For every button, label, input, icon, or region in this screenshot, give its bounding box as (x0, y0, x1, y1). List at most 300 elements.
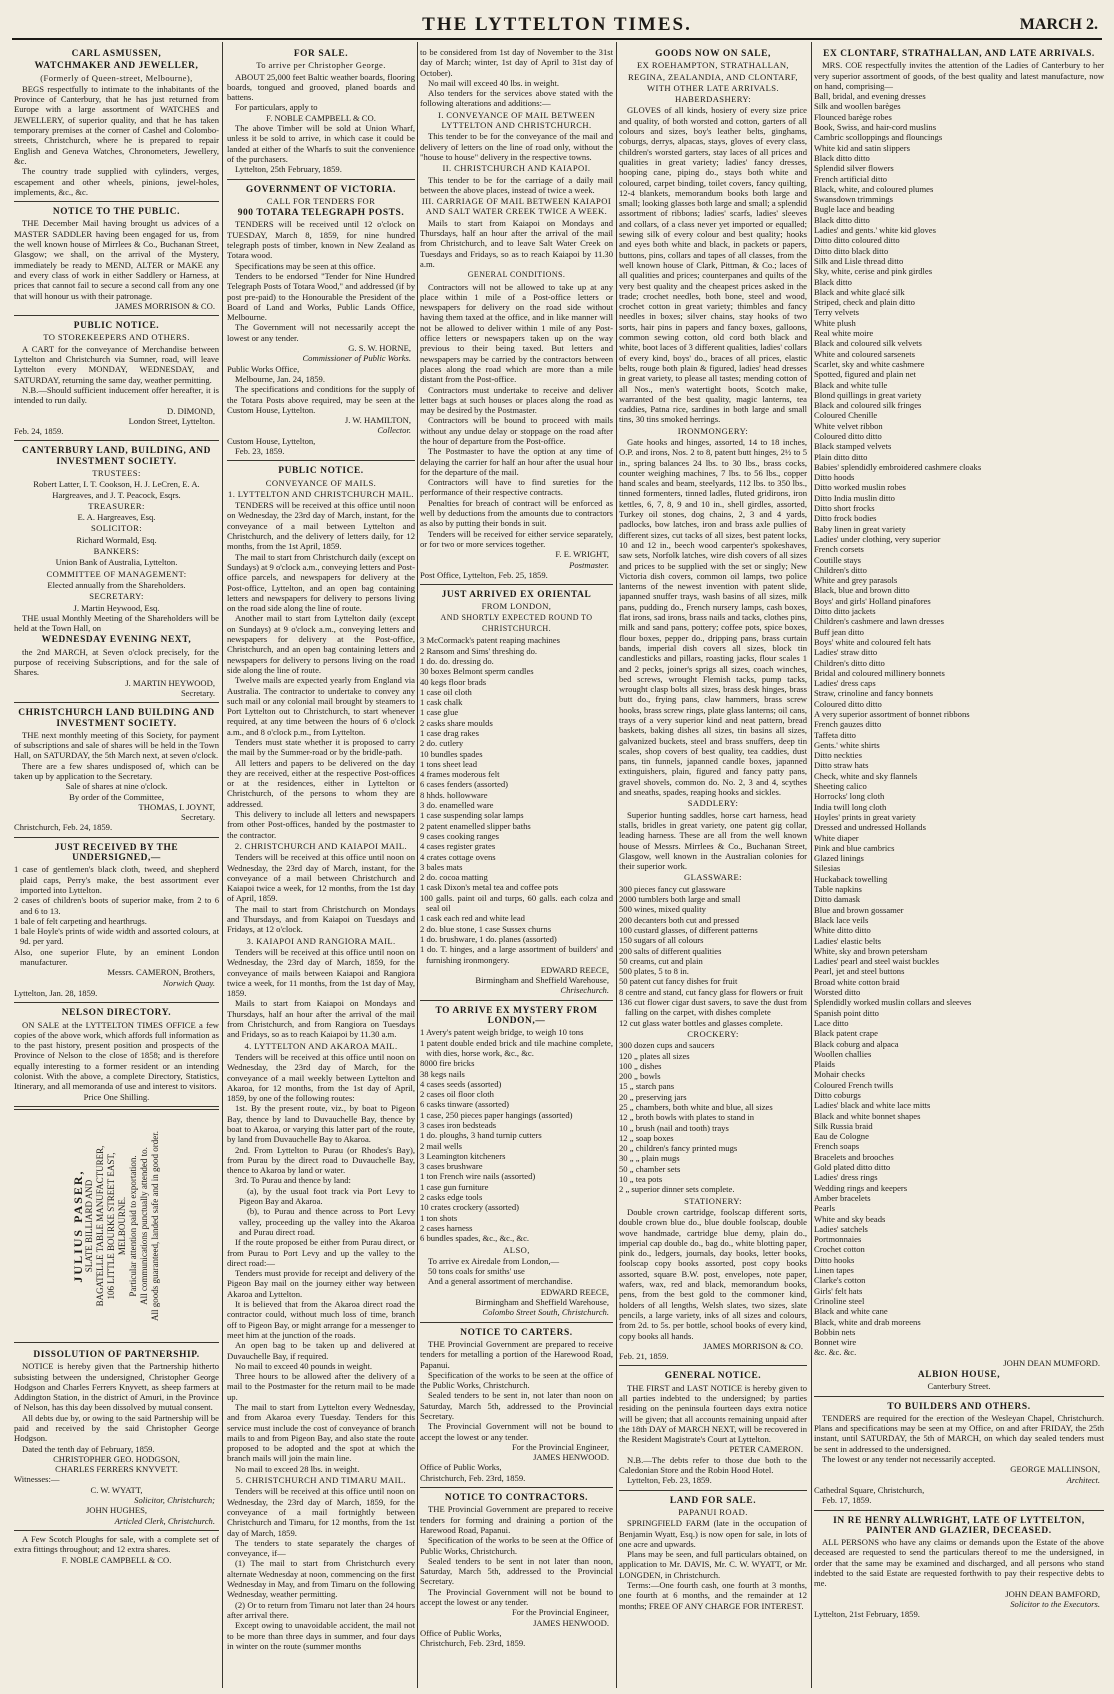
section-heading: I. CONVEYANCE OF MAIL BETWEEN LYTTELTON AND CHRISTCHURCH. (437, 109, 596, 131)
list-item: 40 kegs floor brads (420, 676, 487, 687)
list-item: Lace ditto (814, 1017, 849, 1028)
list-item: White and sky beads (814, 1213, 886, 1224)
list-item: 1 do. do. dressing do. (420, 655, 494, 666)
list-item: Ladies' dress caps (814, 678, 876, 689)
list-item: 200 salts of different qualities (619, 945, 722, 956)
advert-heading: NOTICE TO THE PUBLIC. (52, 207, 181, 218)
advert-signature: Collector. (377, 425, 411, 436)
advert-body: Tenders must state whether it is proposed to carry the mail by the Summer-road or by the bridle-path. (227, 737, 415, 758)
advert-subheading: To arrive per Christopher George. (256, 60, 386, 71)
advert-heading: DISSOLUTION OF PARTNERSHIP. (33, 1349, 200, 1360)
advert-body: THE usual Monthly Meeting of the Shareholders will be held at the Town Hall, on (14, 612, 219, 634)
list-item: 1 bale of felt carpeting and hearthrugs. (14, 915, 147, 926)
list-item: 12 cut glass water bottles and glasses complete. (619, 1017, 783, 1028)
list-item: Silk and woollen barèges (814, 101, 901, 112)
advert-subheading: (Formerly of Queen-street, Melbourne), (40, 72, 193, 83)
section-heading: GENERAL CONDITIONS. (467, 270, 566, 280)
advert-body: No mail will exceed 40 lbs. in weight. (428, 77, 560, 88)
masthead (12, 4, 1102, 40)
advert-subheading: CONVEYANCE OF MAILS. (265, 477, 377, 488)
advert-body: Twelve mails are expected yearly from England via Australia. The contractor to undertake to convey any such mail or any colonial mail brought by steamers to Port Lyttelton out to Christchurch, to start whenever required, at any time between the hours of 6 o'clock a.m., and 8 o'clock p.m., from Lyttelton. (227, 675, 415, 737)
list-item: Real white moire (814, 328, 874, 339)
advert-date: Lyttelton, 21st February, 1859. (814, 1609, 920, 1620)
advert-body: The Provincial Government will not be bound to accept the lowest or any tender. (420, 1421, 613, 1442)
list-item: 2 do. cutlery (420, 738, 464, 749)
crockery-list (619, 1040, 807, 1194)
advert-body: To arrive ex Airedale from London,— (428, 1255, 560, 1266)
list-item: Black patent crape (814, 1028, 878, 1039)
advert-place: Custom House, Lyttelton, (227, 435, 316, 446)
list-item: 50 creams, cut and plain (619, 955, 703, 966)
advert-body: N.B.—The debts refer to those due both to the Caledonian Store and the Robin Hood Hotel. (619, 1454, 807, 1476)
list-item: Terry velvets (814, 307, 859, 318)
list-item: Baby linen in great variety (814, 523, 906, 534)
advert-signature: Norwich Quay. (162, 977, 215, 988)
advert-signature: JAMES HENWOOD. (533, 1452, 609, 1463)
advert-signature: For the Provincial Engineer, (511, 1441, 609, 1452)
list-item: Children's ditto ditto (814, 657, 885, 668)
advert-body: Except owing to unavoidable accident, the mail not to be more than three days in summer, and four days in winter on the route (summer months (227, 1620, 415, 1651)
advert-goods-on-sale (619, 44, 807, 1366)
list-item: 2 Ransom and Sims' threshing do. (420, 645, 538, 656)
list-item: Spotted, figured and plain net (814, 369, 916, 380)
advert-body: Also tenders for the services above stated with the following alterations and additions:— (420, 88, 613, 109)
list-item: French corsets (814, 544, 864, 555)
list-item: Cambric scolloppings and flouncings (814, 132, 943, 143)
advert-body: Gate hooks and hinges, assorted, 14 to 18 inches, O.P. and irons, Nos. 2 to 8, patent butt hinges, 2½ to 5 in., spring balances 24 lbs. to 30 lbs., brass cocks, counter weighing machines, 7 lbs. to 56 lbs., copper hand scales and beam, steelyards, 112 lbs. to 350 lbs., tinned formenters, tinned ladles, fluted gridirons, iron kettles, 6, 7, 8, 9 and 10 in., shell girdles, assorted, Turkey oil stones, dog chains, 2, 3 and 4 yards, padlocks, bow latches, iron and brass axle pullies of different sizes, cut tacks of all sizes, best patent locks, 10 and 12 in., beech wood carpenter's spokeshaves, saw sets, Norfolk latches, wire dish covers of all sizes and prices to be supplied with the set or singly; New Victoria dish covers, common oil lamps, two police lanterns of the newest invention with patent slide, japanned snuffer trays, wash basins of all sizes, milk pans, pudding do., French nursery lamps, cash boxes, flat irons, sad irons, brass nails and tacks, clothes pins, milk and sand pans, pottery; coffee pots, spice boxes, flour boxes, pepper do., dripping pans, brass curtain bands, imperial dish covers all sizes, block tin candlesticks and pillars, roasting jacks, flour scales 1 and 2 pecks, joiner's sprigs all sizes, coach winches, bed screws, wrought Flemish tacks, pump tacks, wrought clasp bolts all sizes, brass desk hinges, brass butt do., frying pans, claw hammers, brass screw hooks, brass screw rings, plate glass lanterns; oil cans, trays of a very superior kind and neat pattern, bread baskets, baking dishes all sizes, tin basins all sizes, galvanized buckets, steel and brass snuffers, deep tin scales, shop covers of best quality, tea caddies, dust pans, tin funnels, japanned candle boxes, japanned extinguishers, plain, figured and fancy patty pans, gravel shovels, common do. No. 2, 3 and 4, scythes and sneaths, spades, reaping hooks and sickles. (619, 436, 807, 798)
advert-nelson-directory (14, 1003, 219, 1107)
list-item: Straw, crinoline and fancy bonnets (814, 688, 934, 699)
list-item: 20 „ children's fancy printed mugs (619, 1143, 738, 1154)
list-item: Coloured ditto ditto (814, 430, 882, 441)
list-item: Buff jean ditto (814, 626, 864, 637)
advert-body: There are a few shares undisposed of, which can be taken up by application to the Secretary. (14, 760, 219, 781)
list-item: 4 crates cottage ovens (420, 851, 496, 862)
advert-land-for-sale (619, 1491, 807, 1615)
advert-asmussen (14, 44, 219, 202)
list-item: 38 kegs nails (420, 1068, 465, 1079)
advert-signature: Messrs. CAMERON, Brothers, (107, 967, 215, 978)
advert-signature: J. MARTIN HEYWOOD, (125, 677, 215, 688)
list-item: White plush (814, 317, 856, 328)
list-item: 2 do. cocoa matting (420, 872, 488, 883)
list-item: 1 case glue (420, 707, 459, 718)
advert-heading: GENERAL NOTICE. (664, 1371, 762, 1382)
advert-body: 2nd. From Lyttelton to Purau (or Rhodes's Bay), from Purau by the direct road to Duvauchelle Bay, thence to Akaroa by land or water. (227, 1144, 415, 1176)
advert-body: If the route proposed be either from Purau direct, or from Purau to Port Levy and up the valley to the direct road:— (227, 1237, 415, 1268)
list-item: Ditto ditto black ditto (814, 245, 889, 256)
advert-date: Feb. 21, 1859. (619, 1351, 669, 1362)
list-item: Spanish point ditto (814, 1007, 879, 1018)
advert-date: Feb. 23, 1859. (235, 445, 285, 456)
list-item: Portmonnaies (814, 1234, 862, 1245)
list-item: White and grey parasols (814, 575, 898, 586)
advert-notice-to-contractors (420, 1488, 613, 1652)
advert-just-received (14, 838, 219, 1003)
advert-signature: Birmingham and Sheffield Warehouse, (475, 1297, 609, 1308)
list-item: Crochet cotton (814, 1244, 865, 1255)
list-item: Ladies' elastic belts (814, 935, 881, 946)
advert-signature: Colombo Street South, Christchurch. (482, 1307, 609, 1318)
advert-ploughs (14, 1531, 219, 1569)
advert-albion-house (814, 44, 1104, 1397)
list-item: 100 custard glasses, of different patterns (619, 924, 758, 935)
advert-body: A CART for the conveyance of Merchandise between Lyttelton and Christchurch via Sumner, road, will leave Lyttelton every MONDAY, WEDNESDAY, and SATURDAY, returning the same day, weather permitting. (14, 343, 219, 385)
list-item: 120 „ plates all sizes (619, 1050, 690, 1061)
list-item: 2 cases harness (420, 1222, 473, 1233)
advert-body: Specifications may be seen at this office. (235, 260, 376, 271)
advert-heading: PUBLIC NOTICE. (278, 466, 364, 477)
list-item: Horrocks' long cloth (814, 791, 885, 802)
advert-signature: By order of the Committee, (69, 791, 164, 802)
advert-body: The Government will not necessarily accept the lowest or any tender. (227, 322, 415, 343)
list-item: Broad white cotton braid (814, 976, 900, 987)
advert-date: Christchurch, Feb. 24, 1859. (14, 822, 113, 833)
list-item: Hoyles' prints in great variety (814, 811, 916, 822)
list-item: 15 „ starch pans (619, 1081, 675, 1092)
advert-body: Sale of shares at nine o'clock. (65, 781, 168, 792)
advert-heading: TO ARRIVE EX MYSTERY FROM LONDON,— (435, 1005, 598, 1027)
list-item: 2 casks share moulds (420, 717, 493, 728)
advert-signature: EDWARD REECE, (540, 964, 609, 975)
advert-body: Tenders will be received at this office until noon on Wednesday, the 23rd day of March, 1859, for the conveyance of mails between Kaiapoi and Rangiora twice a week, for 11 months, from the 1st day of May, 1859. (227, 946, 415, 999)
list-item: 100 galls. paint oil and turps, 60 galls. each colza and seal oil (420, 892, 613, 914)
list-item: Ball, bridal, and evening dresses (814, 91, 926, 102)
list-item: Ditto ditto jackets (814, 606, 876, 617)
list-item: Babies' splendidly embroidered cashmere cloaks (814, 461, 982, 472)
advert-signature: JAMES MORRISON & CO. (703, 1340, 803, 1351)
list-item: White, sky and brown petersham (814, 945, 928, 956)
list-item: Worsted ditto (814, 987, 861, 998)
advert-label: TREASURER: (88, 500, 145, 511)
advert-signature: London Street, Lyttelton. (128, 415, 215, 426)
advert-body: Mails to start from Kaiapoi on Mondays and Thursdays, half an hour after the arrival of the mail from Christchurch, and from Rangiora on Tuesdays and Fridays, so as to reach Kaiapoi by 11.30 a.m. (227, 998, 415, 1040)
advert-body: The specifications and conditions for the supply of the Totara Posts above required, may be seen at the Custom House, Lyttelton. (227, 384, 415, 415)
advert-text: Robert Latter, I. T. Cookson, H. J. LeCren, E. A. Hargreaves, and J. T. Peacock, Esqrs. (33, 479, 200, 500)
advert-body: Contractors will be bound to proceed with mails without any undue delay or stoppage on the road after the hour of departure from the Post-office. (420, 415, 613, 446)
list-item: Dressed and undressed Hollands (814, 822, 926, 833)
list-item: 200 decanters both cut and pressed (619, 914, 740, 925)
advert-victoria-tenders (227, 180, 415, 462)
list-item: Silesias (814, 863, 841, 874)
goods-list (814, 91, 1104, 1358)
list-item: Black ditto (814, 276, 852, 287)
list-item: Black and coloured silk velvets (814, 338, 922, 349)
list-item: White ditto ditto (814, 925, 871, 936)
advert-signature: JOHN DEAN MUMFORD. (1003, 1357, 1100, 1368)
advert-body: THE FIRST and LAST NOTICE is hereby given to all parties indebted to the undersigned; by parties residing on the peninsula fourteen days extra notice will be given; that all accounts remaining unpaid after the 18th DAY of MARCH NEXT, will be recovered in the Resident Magistrate's Court at Lyttelton. (619, 1382, 807, 1445)
section-heading: 3. KAIAPOI AND RANGIORA MAIL. (246, 935, 396, 946)
list-item: 2000 tumblers both large and small (619, 894, 741, 905)
list-item: Coloured ditto ditto (814, 698, 882, 709)
advert-builders (814, 1397, 1104, 1511)
advert-ex-oriental (420, 585, 613, 1001)
list-item: Table napkins (814, 884, 862, 895)
advert-body: Tenders will be received for either service separately, or for two or more services together. (420, 528, 613, 549)
list-item: Girls' felt hats (814, 1285, 863, 1296)
advert-heading: GOODS NOW ON SALE, (655, 49, 771, 59)
advert-body: This delivery to include all letters and newspapers from other Post-offices, handed by the postmaster to the contractor. (227, 809, 415, 840)
goods-list (420, 1027, 613, 1243)
list-item: 8000 fire bricks (420, 1058, 475, 1069)
list-item: Scarlet, sky and white cashmere (814, 358, 925, 369)
list-item: French soaps (814, 1141, 860, 1152)
list-item: 1 cask Dixon's metal tea and coffee pots (420, 882, 559, 893)
list-item: Black and white tulle (814, 379, 888, 390)
advert-signature: JOHN DEAN BAMFORD, (1005, 1588, 1100, 1599)
list-item: Ladies' satchels (814, 1223, 868, 1234)
advert-heading: CHRISTCHURCH LAND BUILDING AND INVESTMENT SOCIETY. (18, 708, 215, 729)
list-item: 12 „ broth bowls with plates to stand in (619, 1112, 755, 1123)
advert-subheading: ALSO, (503, 1244, 530, 1255)
section-heading: SADDLERY: (687, 798, 739, 809)
section-heading: CROCKERY: (687, 1028, 739, 1039)
glassware-list (619, 884, 807, 1028)
advert-place: Office of Public Works, (420, 1462, 502, 1473)
list-item: 12 „ soap boxes (619, 1132, 674, 1143)
advert-body: ON SALE at the LYTTELTON TIMES OFFICE a few copies of the above work, which affords full information as to the past history, present position and prospects of the Province of Nelson to the close of 1858; and is therefore equally interesting to a former resident or an intending colonist. With the above, a complete Directory, Statistics, Itinerary, and all memoranda of use and interest to visitors. (14, 1019, 219, 1092)
list-item: Black, blue and brown ditto (814, 585, 910, 596)
column-1 (14, 44, 219, 1686)
advert-ex-mystery (420, 1001, 613, 1323)
list-item: 4 cases register grates (420, 841, 496, 852)
advert-body: Tenders will be received at this office until noon on Wednesday, the 23rd day of March, instant, for the conveyance of a mail between Christchurch and Kaiapoi twice a week, for 12 months, from the 1st day of April, 1859. (227, 852, 415, 904)
advert-heading: JUST ARRIVED EX ORIENTAL (441, 590, 592, 601)
advert-body: Tenders must provide for receipt and delivery of the Pigeon Bay mail on the journey either way between Akaroa and Lyttelton. (227, 1268, 415, 1299)
advert-body: N.B.—Should sufficient inducement offer hereafter, it is intended to run daily. (14, 384, 219, 406)
advert-signature: CHARLES FERRERS KNYVETT. (55, 1464, 178, 1475)
list-item: 50 patent cut fancy dishes for fruit (619, 976, 738, 987)
advert-body: Tenders will be received at this office until noon on Wednesday, the 23rd day of March, 1859, for the conveyance of a mail fortnightly between Christchurch and Timaru, for 12 months, from the 1st day of March, 1859. (227, 1486, 415, 1538)
list-item: Crinoline steel (814, 1295, 865, 1306)
advert-subheading: FROM LONDON, (481, 601, 552, 612)
list-item: Striped, check and plain ditto (814, 297, 915, 308)
list-item: Swansdown trimmings (814, 194, 894, 205)
advert-signature: For the Provincial Engineer, (511, 1607, 609, 1618)
list-item: Black ditto ditto (814, 152, 870, 163)
advert-label: COMMITTEE OF MANAGEMENT: (46, 568, 187, 579)
advert-body: ALL PERSONS who have any claims or demands upon the Estate of the above deceased are requested to send the particulars thereof to me the undersigned, in order that the same may be examined and discharged, and all persons who stand indebted to the said Estate are requested forthwith to pay their respective debts to me. (814, 1537, 1104, 1589)
list-item: 1 case drag rakes (420, 728, 479, 738)
advert-subheading: CALL FOR TENDERS FOR (266, 195, 376, 206)
list-item: 1 case gun furniture (420, 1181, 489, 1192)
advert-line: All goods guaranteed, landed safe and in good order. (149, 1130, 160, 1321)
advert-christchurch-society (14, 703, 219, 838)
advert-place: Public Works Office, (227, 363, 300, 374)
list-item: 1 bale Hoyle's prints of wide width and assorted colours, at 9d. per yard. (14, 926, 219, 947)
advert-body: The mail to start from Christchurch on Mondays and Thursdays, and from Kaiapoi on Tuesdays and Fridays, at 12 o'clock. (227, 903, 415, 935)
advert-heading: JULIUS PASER, (70, 1169, 85, 1283)
list-item: 10 bundles spades (420, 748, 483, 759)
list-item: Bobbin nets (814, 1326, 856, 1337)
list-item: Black and coloured silk fringes (814, 400, 922, 411)
list-item: 1 do. brushware, 1 do. planes (assorted) (420, 933, 557, 944)
advert-line: MELBOURNE. (116, 1196, 127, 1256)
advert-label: TRUSTEES: (92, 467, 141, 478)
list-item: Pearl, jet and steel buttons (814, 966, 905, 977)
advert-subheading: PAPANUI ROAD. (678, 1506, 748, 1517)
advert-body: (2) Or to return from Timaru not later than 24 hours after arrival there. (227, 1599, 415, 1620)
list-item: 8 hhds. hollowware (420, 789, 488, 800)
advert-signature: J. W. HAMILTON, (344, 415, 411, 426)
advert-body: Mails to start from Kaiapoi on Mondays and Thursdays, half an hour after the arrival of the mail from Christchurch, and to leave Salt Water Creek on Tuesdays and Fridays, so as to reach Kaiapoi by 11.30 a.m. (420, 217, 613, 269)
list-item: Black, white and drab moreens (814, 1316, 921, 1327)
list-item: Amber bracelets (814, 1192, 871, 1203)
advert-body: ABOUT 25,000 feet Baltic weather boards, flooring boards, tongued and grooved, planed boards and battens. (227, 71, 415, 103)
advert-signature: Articled Clerk, Christchurch. (114, 1515, 215, 1526)
list-item: Black and white bonnet shapes (814, 1110, 921, 1121)
advert-date: Lyttelton, 25th February, 1859. (235, 164, 342, 175)
list-item: 3 cases iron bedsteads (420, 1119, 497, 1130)
advert-body: Three hours to be allowed after the delivery of a mail to the Postmaster for the return mail to be made up. (227, 1371, 415, 1402)
list-item: Ditto India muslin ditto (814, 492, 895, 503)
list-item: Ditto short frocks (814, 503, 875, 514)
advert-body: MRS. COE respectfully invites the attention of the Ladies of Canterbury to her very superior assortment of goods, of the best quality and latest manufacture, now on hand, comprising— (814, 60, 1104, 91)
list-item: Clarke's cotton (814, 1275, 866, 1286)
advert-dissolution (14, 1345, 219, 1531)
advert-body: SPRINGFIELD FARM (late in the occupation of Benjamin Wyatt, Esq.) is now open for sale, in lots of one acre and upwards. (619, 1518, 807, 1549)
column-rule (222, 42, 223, 1688)
advert-line: Particular attention paid to exportation. (127, 1155, 138, 1297)
list-item: Gold plated ditto ditto (814, 1162, 891, 1173)
list-item: 1 case, 250 pieces paper hangings (assorted) (420, 1109, 573, 1120)
advert-body: Penalties for breach of contract will be enforced as well by deductions from the amounts due to contractors as also by putting their bonds in suit. (420, 497, 613, 529)
advert-storekeepers (14, 316, 219, 441)
list-item: 1 Avery's patent weigh bridge, to weigh 10 tons (420, 1027, 584, 1038)
list-item: Black and white glacé silk (814, 286, 905, 297)
list-item: Mohair checks (814, 1069, 865, 1080)
advert-signature: Architect. (1066, 1474, 1100, 1485)
advert-heading: NOTICE TO CARTERS. (460, 1327, 573, 1338)
advert-body: 1st. By the present route, viz., by boat to Pigeon Bay, thence by land to Duvauchelle Bay, thence by boat to Akaroa, or varying this latter part of the route, by land from Duvauchelle Bay to Akaroa. (227, 1103, 415, 1145)
advert-subheading: 900 TOTARA TELEGRAPH POSTS. (237, 208, 405, 219)
advert-body: Another mail to start from Lyttelton daily (except on Sundays) at 9 o'clock a.m., conveying letters and newspapers for delivery at the Post-office, Christchurch, and an open bag containing letters and newspapers for delivery to persons living on the road side along the line of route. (227, 613, 415, 675)
advert-date: Lyttelton, Jan. 28, 1859. (14, 987, 98, 998)
list-item: 4 cases seeds (assorted) (420, 1078, 502, 1089)
advert-heading: LAND FOR SALE. (669, 1495, 757, 1506)
advert-footer: Canterbury Street. (927, 1381, 991, 1392)
list-item: Coutille stays (814, 554, 862, 565)
advert-notice-to-carters (420, 1323, 613, 1488)
list-item: Ditto straw hats (814, 760, 869, 771)
advert-signature: CHRISTOPHER GEO. HODGSON, (53, 1453, 180, 1464)
list-item: Black lace veils (814, 914, 869, 925)
list-item: Ditto hooks (814, 1254, 855, 1265)
advert-body: 50 tons coals for smiths' use (428, 1266, 525, 1277)
list-item: Woollen challies (814, 1048, 872, 1059)
advert-signature: Chrisechurch. (560, 985, 609, 996)
advert-date: Post Office, Lyttelton, Feb. 25, 1859. (420, 569, 548, 580)
list-item: Ditto ditto coloured ditto (814, 235, 900, 246)
advert-body: THE Provincial Government are prepared to receive tenders for metalling a portion of the Harewood Road, Papanui. (420, 1338, 613, 1370)
advert-signature: D. DIMOND, (167, 405, 215, 416)
advert-heading: JUST RECEIVED BY THE UNDERSIGNED,— (54, 842, 179, 864)
advert-signature: Solicitor to the Executors. (1010, 1598, 1100, 1609)
list-item: Silk and Lisle thread ditto (814, 255, 904, 266)
list-item: 500 wines, mixed quality (619, 904, 706, 915)
list-item: Children's cashmere and lawn dresses (814, 616, 944, 627)
list-item: 3 Leamington kitcheners (420, 1150, 506, 1161)
advert-signature: C. W. WYATT, (90, 1484, 143, 1495)
list-item: Ditto damask (814, 894, 861, 905)
list-item: Ladies' black and white lace mitts (814, 1100, 931, 1111)
list-item: 50 „ chamber sets (619, 1163, 681, 1174)
list-item: Black coburg and alpaca (814, 1038, 899, 1049)
advert-signature: JAMES HENWOOD. (533, 1617, 609, 1628)
advert-body: TENDERS will be received until 12 o'clock on TUESDAY, March 8, 1859, for nine hundred telegraph posts of timber, known in New Zealand as Totara wood. (227, 219, 415, 261)
advert-body: The country trade supplied with cylinders, verges, escapement and other wheels, pinions, jewel-holes, implements, &c., &c. (14, 166, 219, 197)
list-item: Eau de Cologne (814, 1131, 869, 1142)
list-item: Pink and blue cambrics (814, 842, 895, 853)
list-item: Ladies' dress rings (814, 1172, 878, 1183)
section-heading: IRONMONGERY: (677, 425, 749, 436)
goods-list (14, 864, 219, 967)
list-item: Taffeta ditto (814, 729, 856, 740)
advert-footer: ALBION HOUSE, (917, 1370, 1001, 1380)
advert-body: An open bag to be taken up and delivered at Duvauchelle Bay, if required. (227, 1340, 415, 1361)
list-item: 10 crates crockery (assorted) (420, 1202, 520, 1213)
list-item: 20 „ preserving jars (619, 1091, 687, 1102)
advert-date: Feb. 24, 1859. (14, 426, 64, 437)
advert-public-notice (14, 202, 219, 316)
list-item: 2 mail wells (420, 1140, 463, 1151)
list-item: Silk Russia braid (814, 1120, 873, 1131)
advert-text: Richard Wormald, Esq. (76, 534, 157, 545)
advert-body: Specification of the works to be seen at the Office of Public Works, Christchurch. (420, 1535, 613, 1556)
list-item: &c. &c. &c. (814, 1347, 857, 1358)
list-item: 3 cases brushware (420, 1161, 483, 1172)
issue-date: MARCH 2. (1019, 16, 1098, 33)
list-item: 9 cases cooking ranges (420, 830, 499, 841)
newspaper-title: THE LYTTELTON TIMES. (422, 14, 692, 35)
advert-body: Terms:—One fourth cash, one fourth at 3 months, one fourth at 6 months, and the remainder at 12 months; FREE OF ANY CHARGE FOR INTEREST. (619, 1580, 807, 1611)
list-item: 1 do. ploughs, 3 hand turnip cutters (420, 1130, 542, 1141)
list-item: Coloured Chenille (814, 410, 878, 421)
list-item: Bracelets and brooches (814, 1151, 894, 1162)
list-item: India twill long cloth (814, 801, 887, 812)
list-item: Sky, white, cerise and pink girdles (814, 266, 933, 277)
section-heading: III. CARRIAGE OF MAIL BETWEEN KAIAPOI AND SALT WATER CREEK TWICE A WEEK. (421, 196, 612, 217)
column-3 (420, 44, 613, 1686)
section-heading: STATIONERY: (684, 1195, 742, 1206)
list-item: Also, one superior Flute, by an eminent London manufacturer. (14, 946, 219, 968)
advert-conveyance-of-mails (227, 461, 415, 1655)
column-rule (616, 42, 617, 1688)
list-item: Ladies' pearl and steel waist buckles (814, 956, 939, 967)
advert-date: Feb. 17, 1859. (822, 1495, 872, 1506)
advert-signature: Birmingham and Sheffield Warehouse, (475, 975, 609, 986)
column-rule (417, 42, 418, 1688)
list-item: 30 „ „ plain mugs (619, 1153, 680, 1164)
list-item: Bonnet wire (814, 1337, 857, 1348)
list-item: Ditto worked muslin robes (814, 482, 906, 493)
list-item: 136 cut flower cigar dust savers, to save the dust from falling on the carpet, with dishes complete (619, 997, 807, 1018)
list-item: 300 pieces fancy cut glassware (619, 883, 726, 894)
list-item: Wedding rings and keepers (814, 1182, 908, 1193)
advert-date: Christchurch, Feb. 23rd, 1859. (420, 1472, 526, 1483)
advert-text: E. A. Hargreaves, Esq. (77, 512, 156, 523)
advert-subheading: WATCHMAKER AND JEWELLER, (34, 61, 199, 72)
section-heading: HABERDASHERY: (674, 94, 752, 105)
advert-body: For particulars, apply to (235, 102, 318, 113)
advert-signature: JAMES MORRISON & CO. (115, 300, 215, 311)
advert-signature: Commissioner of Public Works. (302, 353, 411, 364)
advert-heading: NOTICE TO CONTRACTORS. (444, 1493, 589, 1504)
advert-heading: EX CLONTARF, STRATHALLAN, AND LATE ARRIVALS. (823, 49, 1095, 59)
advert-body: Specification of the works to be seen at the office of the Public Works, Christchurch. (420, 1369, 613, 1391)
advert-body: THE next monthly meeting of this Society, for payment of subscriptions and sale of shares will be held in the Town Hall, on SATURDAY, the 5th March next, at seven o'clock. (14, 729, 219, 761)
advert-body: All letters and papers to be delivered on the day they are received, either at the respective Post-offices or at the residences, either in Lyttelton or Christchurch, of the persons to whom they are addressed. (227, 757, 415, 809)
